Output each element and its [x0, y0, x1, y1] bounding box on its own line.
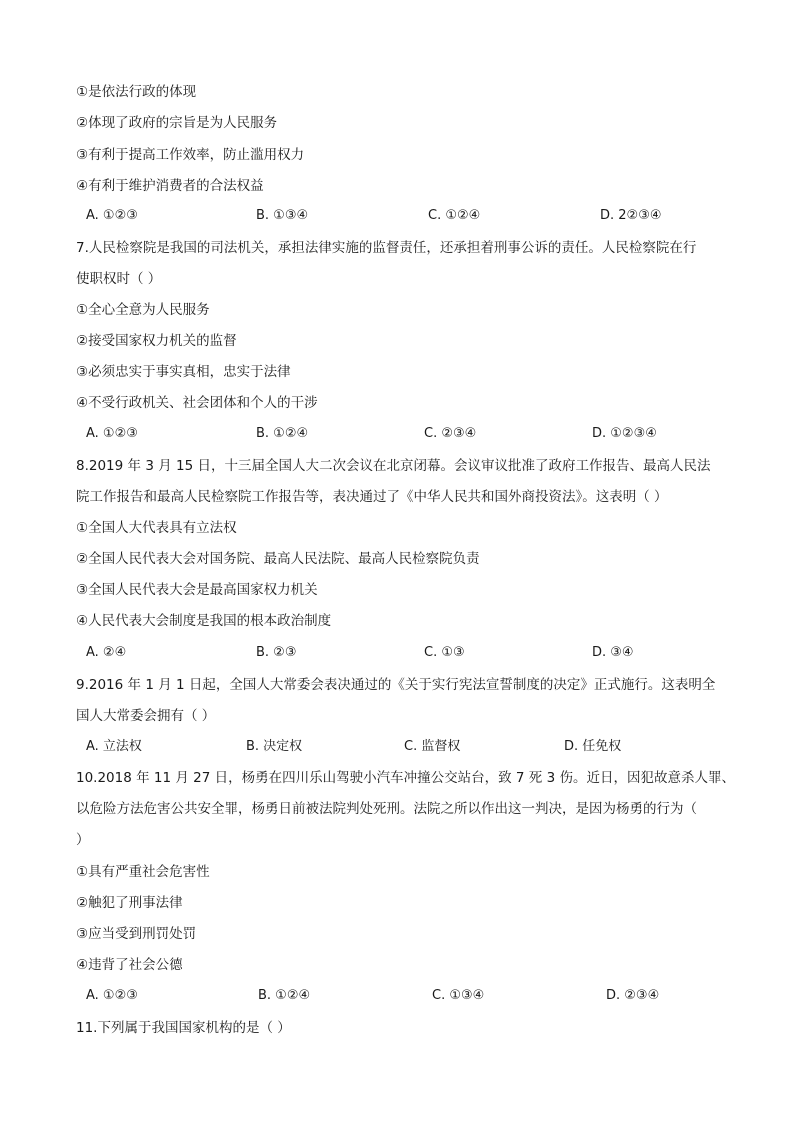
question-stem: 使职权时（ ）	[76, 271, 162, 287]
option-d: D. 2②③④	[600, 208, 662, 223]
statement: ②体现了政府的宗旨是为人民服务	[76, 115, 278, 131]
option-b: B. ②③	[256, 645, 297, 660]
option-b: B. ①②④	[258, 988, 311, 1003]
option-b: B. 决定权	[246, 739, 303, 754]
options-row	[86, 986, 724, 1006]
statement: ③应当受到刑罚处罚	[76, 926, 197, 942]
statement: ②接受国家权力机关的监督	[76, 333, 237, 349]
option-a: A. ①②③	[86, 426, 138, 441]
option-c: C. 监督权	[404, 739, 461, 754]
statement: ②全国人民代表大会对国务院、最高人民法院、最高人民检察院负责	[76, 551, 480, 567]
question-stem: 10.2018 年 11 月 27 日，杨勇在四川乐山驾驶小汽车冲撞公交站台，致 7 死 3 伤。近日，因犯故意杀人罪、	[76, 770, 735, 786]
statement: ④有利于维护消费者的合法权益	[76, 178, 264, 194]
statement: ②触犯了刑事法律	[76, 895, 183, 911]
statement: ③全国人民代表大会是最高国家权力机关	[76, 582, 318, 598]
options-row	[86, 424, 724, 444]
question-stem: 院工作报告和最高人民检察院工作报告等，表决通过了《中华人民共和国外商投资法》。这表明（ ）	[76, 489, 668, 505]
statement: ①全心全意为人民服务	[76, 302, 210, 318]
option-c: C. ②③④	[424, 426, 477, 441]
options-row	[86, 737, 724, 757]
question-stem: 8.2019 年 3 月 15 日，十三届全国人大二次会议在北京闭幕。会议审议批准了政府工作报告、最高人民法	[76, 458, 711, 474]
option-a: A. 立法权	[86, 739, 142, 754]
option-b: B. ①③④	[256, 208, 309, 223]
question-stem: 国人大常委会拥有（ ）	[76, 708, 216, 724]
option-c: C. ①②④	[428, 208, 481, 223]
statement: ④违背了社会公德	[76, 957, 183, 973]
statement: ①是依法行政的体现	[76, 84, 197, 100]
statement: ③必须忠实于事实真相，忠实于法律	[76, 364, 291, 380]
statement: ④不受行政机关、社会团体和个人的干涉	[76, 395, 318, 411]
option-c: C. ①③	[424, 645, 465, 660]
option-d: D. ①②③④	[592, 426, 657, 441]
option-d: D. ③④	[592, 645, 634, 660]
question-stem: ）	[76, 832, 90, 848]
option-d: D. 任免权	[564, 739, 622, 754]
question-stem: 7.人民检察院是我国的司法机关，承担法律实施的监督责任，还承担着刑事公诉的责任。人民检察院在行	[76, 240, 697, 256]
options-row	[86, 643, 724, 663]
statement: ①具有严重社会危害性	[76, 864, 210, 880]
question-stem: 以危险方法危害公共安全罪，杨勇日前被法院判处死刑。法院之所以作出这一判决，是因为杨勇的行为（	[76, 801, 697, 817]
question-stem: 9.2016 年 1 月 1 日起，全国人大常委会表决通过的《关于实行宪法宣誓制度的决定》正式施行。这表明全	[76, 677, 716, 693]
option-b: B. ①②④	[256, 426, 309, 441]
statement: ④人民代表大会制度是我国的根本政治制度	[76, 613, 332, 629]
option-a: A. ①②③	[86, 988, 138, 1003]
options-row	[86, 206, 724, 226]
option-c: C. ①③④	[432, 988, 485, 1003]
statement: ③有利于提高工作效率，防止滥用权力	[76, 147, 305, 163]
question-stem: 11.下列属于我国国家机构的是（ ）	[76, 1020, 291, 1036]
statement: ①全国人大代表具有立法权	[76, 520, 237, 536]
option-d: D. ②③④	[606, 988, 660, 1003]
option-a: A. ②④	[86, 645, 127, 660]
option-a: A. ①②③	[86, 208, 138, 223]
